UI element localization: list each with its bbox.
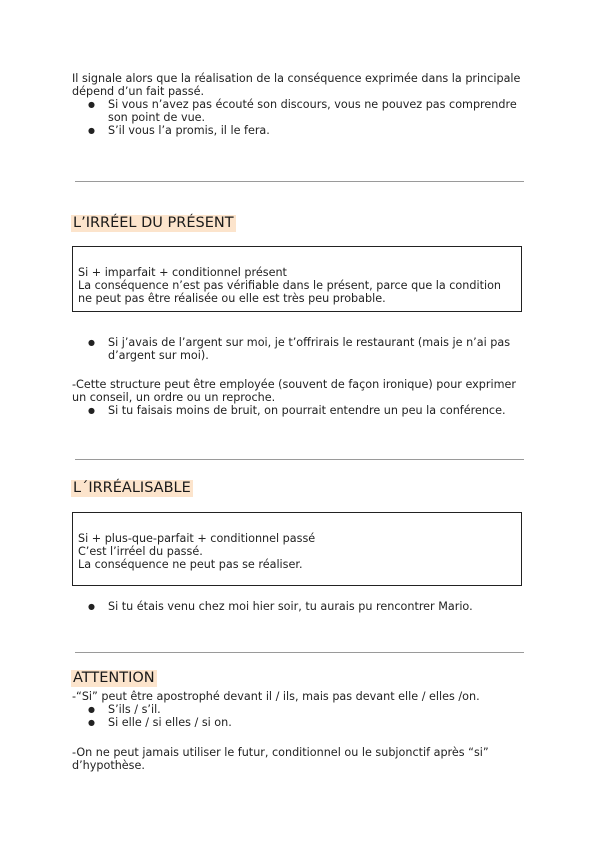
attention-block	[72, 690, 532, 729]
rule-explanation: C’est l’irréel du passé.	[78, 545, 203, 558]
list-item: ● S’ils / s’il.	[72, 703, 532, 716]
example-bullet-list	[72, 336, 532, 362]
intro-block	[72, 72, 532, 137]
section-divider	[75, 181, 524, 182]
list-item: ● Si elle / si elles / si on.	[72, 716, 532, 729]
list-item: ● Si vous n’avez pas écouté son discours, vous ne pouvez pas comprendre son point de vue.	[72, 98, 532, 124]
rule-formula: Si + imparfait + conditionnel présent	[78, 266, 287, 279]
section-divider	[75, 652, 524, 653]
attention-paragraph: -“Si” peut être apostrophé devant il / ils, mais pas devant elle / elles /on.	[72, 690, 480, 703]
list-item: ● Si j’avais de l’argent sur moi, je t’offrirais le restaurant (mais je n’ai pas d’argent sur moi).	[72, 336, 532, 362]
attention-note-paragraph: -On ne peut jamais utiliser le futur, conditionnel ou le subjonctif après “si” d’hypothèse.	[72, 746, 489, 772]
note-bullet-list	[72, 404, 532, 417]
note-block-present	[72, 378, 532, 417]
section-heading-attention: ATTENTION	[73, 670, 155, 686]
rule-box-present	[72, 246, 522, 312]
list-item: ● S’il vous l’a promis, il le fera.	[72, 124, 532, 137]
rule-explanation: La conséquence n’est pas vérifiable dans le présent, parce que la condition ne peut pas être réalisée ou elle est très peu probable.	[78, 279, 501, 305]
intro-paragraph: Il signale alors que la réalisation de la conséquence exprimée dans la principale dépend d’un fait passé.	[72, 72, 521, 98]
attention-note-block	[72, 746, 512, 772]
rule-box-irrealisable	[72, 512, 522, 586]
intro-bullet-list	[72, 98, 532, 137]
note-paragraph: -Cette structure peut être employée (souvent de façon ironique) pour exprimer un conseil, un ordre ou un reproche.	[72, 378, 516, 404]
example-block-irrealisable	[72, 600, 532, 613]
example-block-present	[72, 336, 532, 362]
section-heading-irreel-present: L’IRRÉEL DU PRÉSENT	[73, 215, 234, 231]
rule-formula: Si + plus-que-parfait + conditionnel passé	[78, 532, 316, 545]
section-heading-irrealisable: L´IRRÉALISABLE	[73, 480, 191, 496]
section-divider	[75, 459, 524, 460]
list-item: ● Si tu étais venu chez moi hier soir, tu aurais pu rencontrer Mario.	[72, 600, 532, 613]
example-bullet-list	[72, 600, 532, 613]
list-item: ● Si tu faisais moins de bruit, on pourrait entendre un peu la conférence.	[72, 404, 532, 417]
rule-explanation: La conséquence ne peut pas se réaliser.	[78, 558, 303, 571]
attention-bullet-list	[72, 703, 532, 729]
